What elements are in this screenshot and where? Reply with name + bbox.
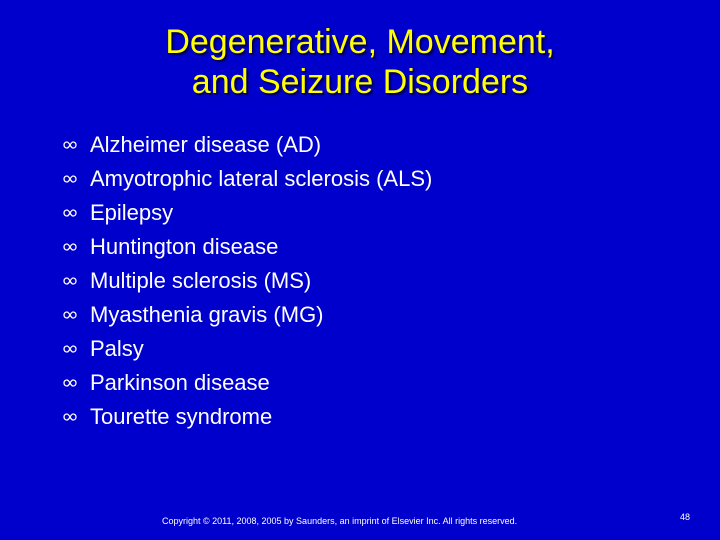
bullet-item (62, 196, 432, 230)
bullet-item (62, 264, 432, 298)
bullet-text: Palsy (90, 336, 144, 361)
bullet-text: Huntington disease (90, 234, 279, 259)
infinity-bullet-icon (62, 239, 78, 255)
bullet-text: Amyotrophic lateral sclerosis (ALS) (90, 166, 433, 191)
page-number: 48 (679, 512, 690, 522)
slide-title-line-2: and Seizure Disorders (191, 63, 529, 101)
slide-title-line-1: Degenerative, Movement, (165, 23, 555, 61)
bullet-item (62, 128, 432, 162)
infinity-bullet-icon (62, 375, 78, 391)
bullet-text: Tourette syndrome (90, 404, 273, 429)
infinity-bullet-icon (62, 273, 78, 289)
bullet-item (62, 366, 432, 400)
bullet-text: Epilepsy (90, 200, 174, 225)
bullet-item (62, 332, 432, 366)
infinity-bullet-icon (62, 205, 78, 221)
bullet-text: Alzheimer disease (AD) (90, 132, 322, 157)
bullet-text: Multiple sclerosis (MS) (90, 268, 312, 293)
slide-title (0, 22, 720, 102)
infinity-bullet-icon (62, 307, 78, 323)
infinity-bullet-icon (62, 171, 78, 187)
infinity-bullet-icon (62, 137, 78, 153)
bullet-list (62, 128, 432, 434)
bullet-item (62, 230, 432, 264)
bullet-text: Myasthenia gravis (MG) (90, 302, 324, 327)
bullet-item (62, 298, 432, 332)
copyright-footer: Copyright © 2011, 2008, 2005 by Saunders, an imprint of Elsevier Inc. All rights reserved. (162, 516, 518, 526)
infinity-bullet-icon (62, 409, 78, 425)
bullet-item (62, 162, 432, 196)
infinity-bullet-icon (62, 341, 78, 357)
bullet-item (62, 400, 432, 434)
bullet-text: Parkinson disease (90, 370, 270, 395)
